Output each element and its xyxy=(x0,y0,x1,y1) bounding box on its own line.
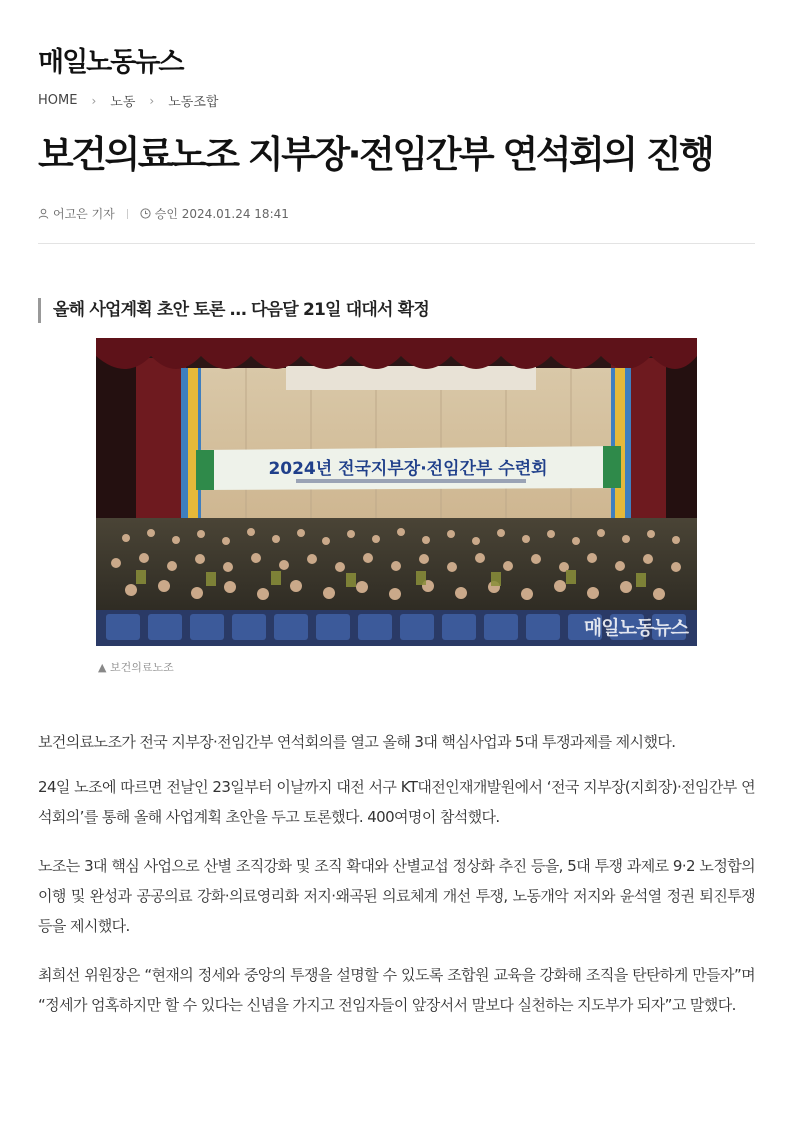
photo-caption: ▲ 보건의료노조 xyxy=(98,661,174,674)
author-name[interactable]: 어고은 기자 xyxy=(53,207,115,221)
person-icon xyxy=(38,208,49,219)
photo-banner-text: 2024년 전국지부장·전임간부 수련회 xyxy=(268,459,548,479)
meta-divider xyxy=(127,209,128,219)
article-photo[interactable] xyxy=(96,338,697,646)
article-subtitle: 올해 사업계획 초안 토론 … 다음달 21일 대대서 확정 xyxy=(38,298,429,323)
photo-watermark: 매일노동뉴스 xyxy=(583,617,688,639)
article-paragraph: 보건의료노조가 전국 지부장·전임간부 연석회의를 열고 올해 3대 핵심사업과 5대 투쟁과제를 제시했다. xyxy=(38,733,676,751)
breadcrumb xyxy=(38,91,218,110)
header-divider xyxy=(38,243,755,244)
photo-illustration xyxy=(96,338,697,646)
breadcrumb-subcategory[interactable]: 노동조합 xyxy=(168,95,219,110)
article-title: 보건의료노조 지부장·전임간부 연석회의 진행 xyxy=(38,133,713,176)
article-meta xyxy=(38,205,289,222)
article-paragraph: 최희선 위원장은 “현재의 정세와 중앙의 투쟁을 설명할 수 있도록 조합원 교육을 강화해 조직을 탄탄하게 만들자”며 “정세가 엄혹하지만 할 수 있다는 신념을 가지고 전임자들이 앞장서서 말보다 실천하는 지도부가 되자”고 말했다. xyxy=(38,966,755,1014)
article-paragraph: 24일 노조에 따르면 전날인 23일부터 이날까지 대전 서구 KT대전인재개발원에서 ‘전국 지부장(지회장)·전임간부 연석회의’를 통해 올해 사업계획 초안을 두고 토론했다. 400여명이 참석했다. xyxy=(38,778,755,826)
approved-date: 승인 2024.01.24 18:41 xyxy=(154,207,289,221)
chevron-right-icon: › xyxy=(91,93,97,108)
chevron-right-icon: › xyxy=(149,93,155,108)
clock-icon xyxy=(140,208,151,219)
breadcrumb-home[interactable]: HOME xyxy=(38,93,78,108)
article-paragraph: 노조는 3대 핵심 사업으로 산별 조직강화 및 조직 확대와 산별교섭 정상화 추진 등을, 5대 투쟁 과제로 9·2 노정합의 이행 및 완성과 공공의료 강화·의료영리화 저지·왜곡된 의료체계 개선 투쟁, 노동개악 저지와 윤석열 정권 퇴진투쟁 등을 제시했다. xyxy=(38,857,755,935)
breadcrumb-category[interactable]: 노동 xyxy=(110,95,136,110)
site-logo[interactable]: 매일노동뉴스 xyxy=(38,47,183,78)
